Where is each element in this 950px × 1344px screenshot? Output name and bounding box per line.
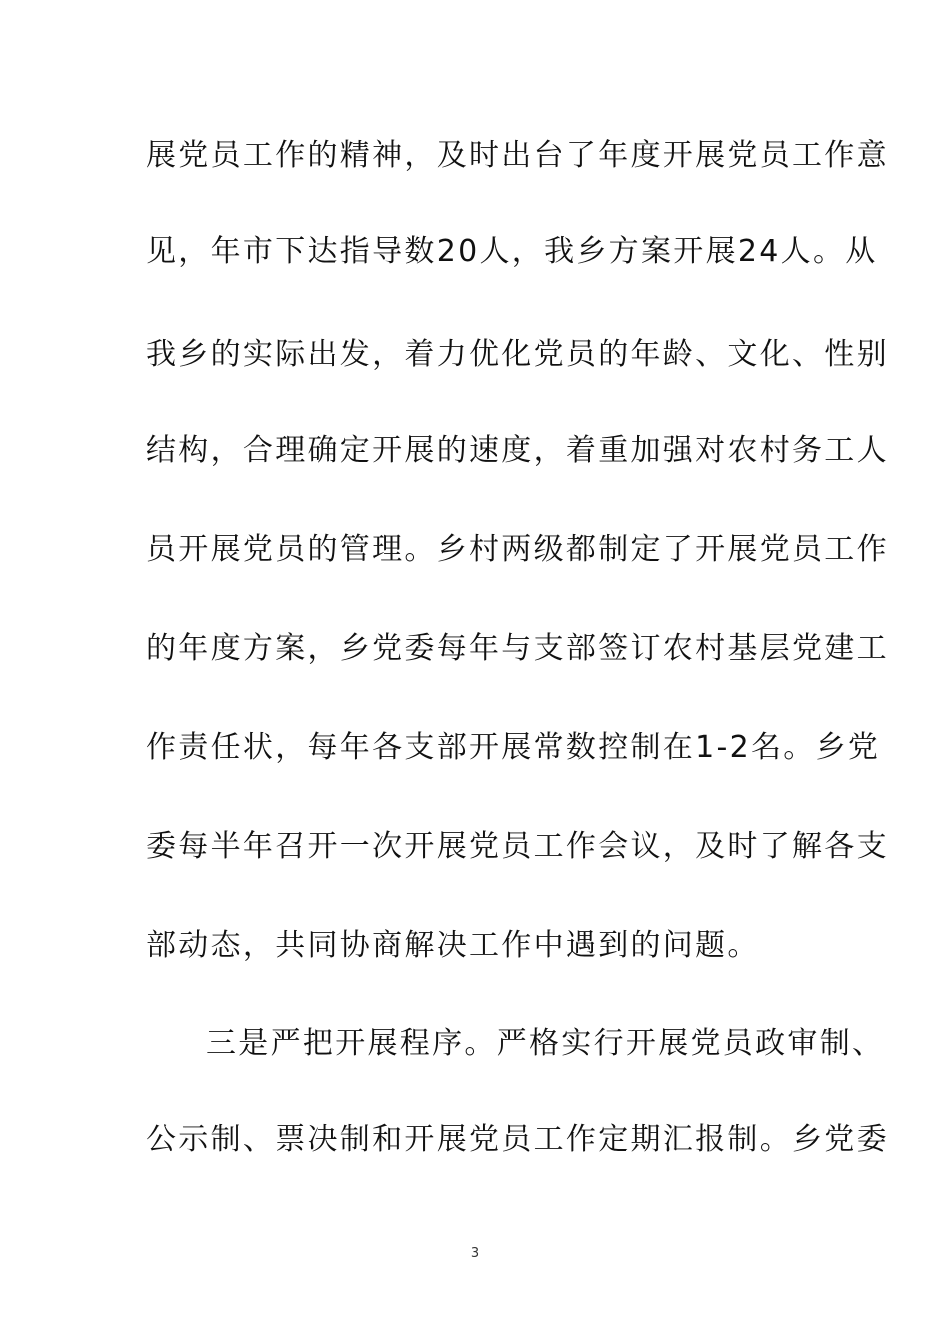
text-line-2: 见，年市下达指导数20人，我乡方案开展24人。从 [146,234,878,269]
paragraph-start-line: 三是严把开展程序。严格实行开展党员政审制、 [206,1026,885,1061]
text-line-1: 展党员工作的精神，及时出台了年度开展党员工作意 [146,138,889,173]
text-line-7: 作责任状，每年各支部开展常数控制在1-2名。乡党 [146,730,881,765]
text-line-5: 员开展党员的管理。乡村两级都制定了开展党员工作 [146,532,889,567]
text-line-3: 我乡的实际出发，着力优化党员的年龄、文化、性别 [146,337,889,372]
text-line-9: 部动态，共同协商解决工作中遇到的问题。 [146,928,760,963]
page-number: 3 [470,1246,480,1261]
text-line-4: 结构，合理确定开展的速度，着重加强对农村务工人 [146,433,889,468]
text-line-6: 的年度方案，乡党委每年与支部签订农村基层党建工 [146,631,889,666]
text-line-11: 公示制、票决制和开展党员工作定期汇报制。乡党委 [146,1122,889,1157]
text-line-8: 委每半年召开一次开展党员工作会议，及时了解各支 [146,829,889,864]
